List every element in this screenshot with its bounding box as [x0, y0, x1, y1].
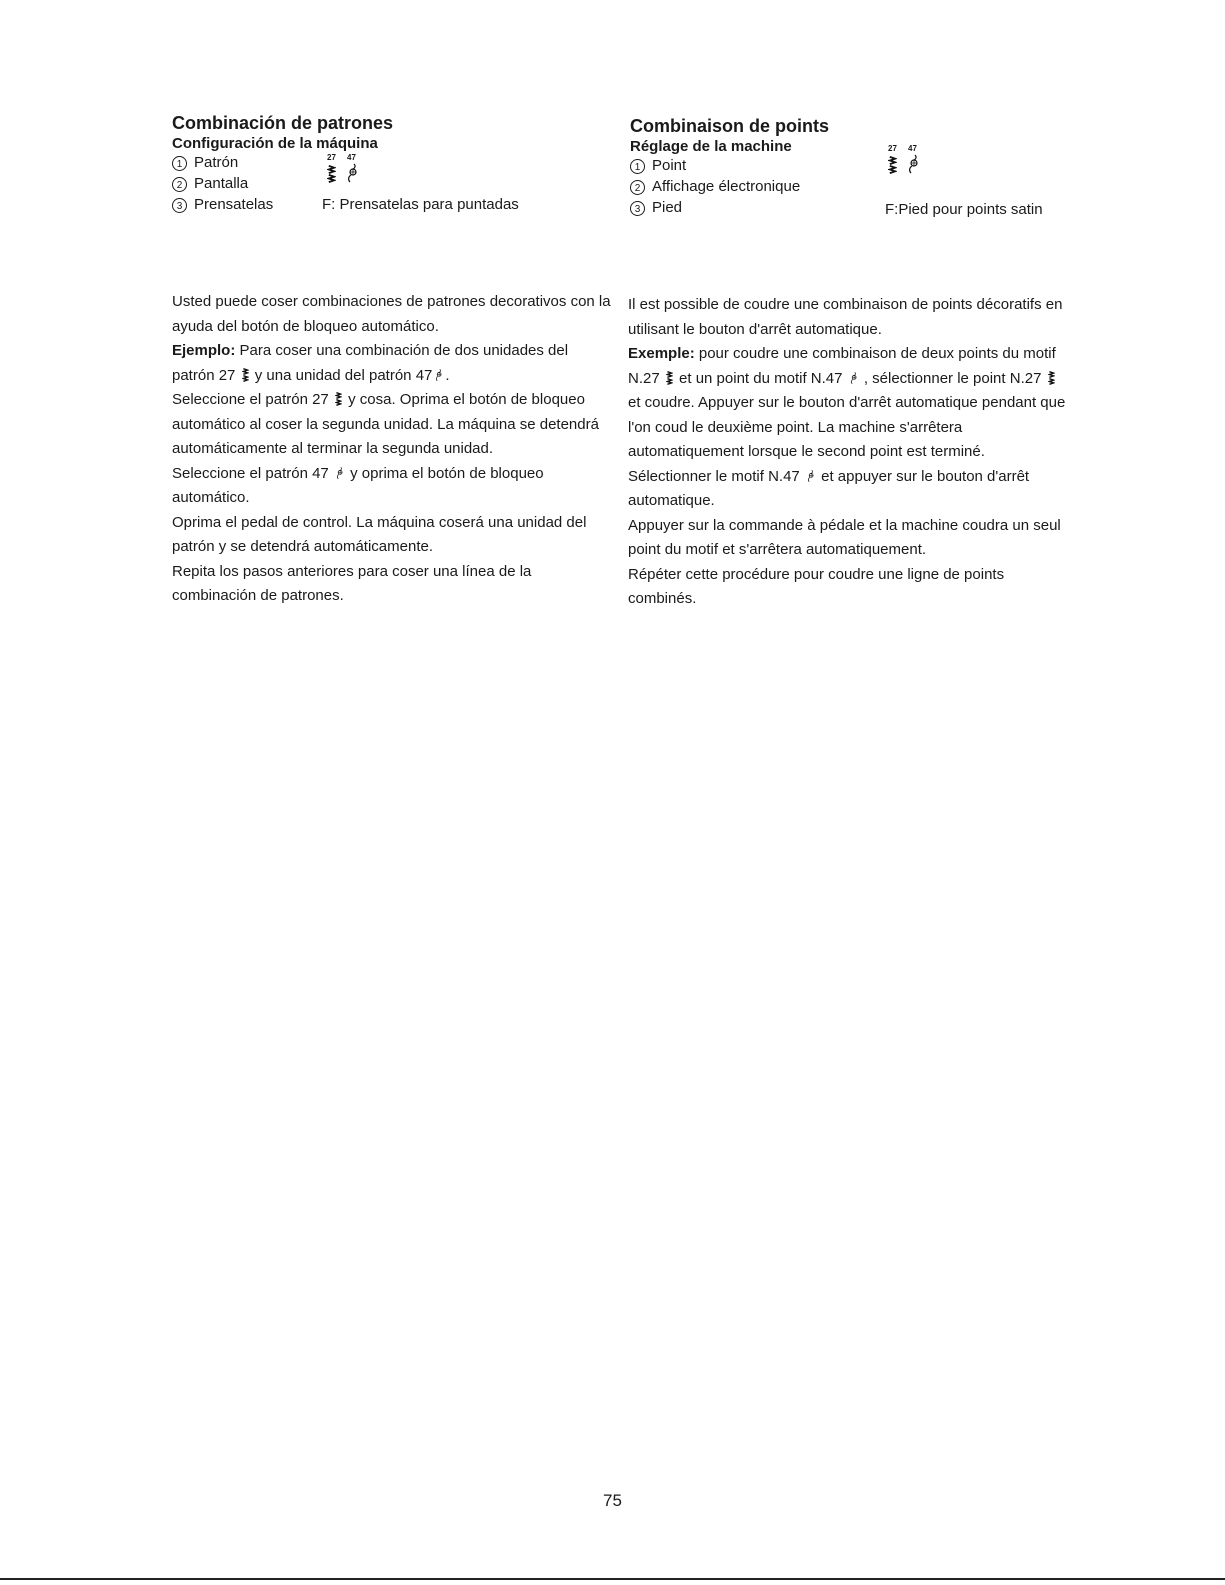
spanish-example-text-3: . [445, 366, 450, 384]
spanish-step1-text-2: y cosa. Oprima el botón de bloqueo automático al coser la segunda unidad. La máquina se detendrá automáticamente al terminar la segunda unidad. [172, 391, 599, 457]
french-body [628, 293, 1068, 612]
bottom-border-line [0, 1578, 1225, 1580]
circled-number-1: 1 [630, 159, 645, 174]
circled-number-2: 2 [172, 177, 187, 192]
french-example-text-3: , sélectionner le point N.27 [863, 369, 1042, 387]
setting-row-pattern [172, 153, 238, 173]
french-example-text: pour coudre une combinaison de deux points du motif N.27 [628, 345, 1056, 387]
french-column [630, 115, 1070, 224]
circled-number-3: 3 [630, 201, 645, 216]
spanish-foot-value: F: Prensatelas para puntadas [322, 196, 519, 213]
french-paragraph-step4: Répéter cette procédure pour coudre une ligne de points combinés. [628, 565, 1005, 607]
french-step2-text: Sélectionner le motif N.47 [628, 467, 800, 485]
spanish-step2-text: Seleccione el patrón 47 [172, 464, 329, 482]
french-example-text-2: et un point du motif N.47 [679, 369, 843, 387]
setting-label-display: Pantalla [194, 175, 249, 192]
spanish-paragraph-intro: Usted puede coser combinaciones de patrones decorativos con la ayuda del botón de bloqueo automático. [172, 293, 611, 335]
spanish-paragraph-step2 [172, 462, 612, 511]
setting-row-point [630, 156, 686, 176]
spanish-paragraph-step1 [172, 388, 612, 462]
flower-stitch-icon [345, 162, 359, 184]
spanish-body [172, 290, 612, 609]
french-subtitle: Réglage de la machine [630, 138, 792, 155]
satin-stitch-icon [888, 154, 897, 176]
flower-stitch-icon [806, 469, 815, 483]
french-paragraph-intro: Il est possible de coudre une combinaison de points décoratifs en utilisant le bouton d'arrêt automatique. [628, 296, 1063, 338]
spanish-example-text-2: y una unidad del patrón 47 [254, 366, 433, 384]
satin-stitch-icon [327, 163, 336, 185]
spanish-settings [172, 153, 612, 221]
setting-row-display [172, 174, 248, 194]
spanish-paragraph-example [172, 339, 612, 388]
spanish-step1-text: Seleccione el patrón 27 [172, 391, 329, 408]
circled-number-1: 1 [172, 156, 187, 171]
french-paragraph-example [628, 342, 1068, 465]
setting-label-foot: Prensatelas [194, 196, 274, 213]
setting-label-display: Affichage électronique [652, 178, 801, 195]
pattern-number-27: 27 [327, 153, 336, 162]
french-step2-text-2: et appuyer sur le bouton d'arrêt automatique. [628, 467, 1030, 509]
satin-stitch-icon [335, 392, 342, 406]
flower-stitch-icon [434, 368, 443, 382]
setting-row-foot [630, 198, 682, 218]
french-paragraph-step3: Appuyer sur la commande à pédale et la machine coudra un seul point du motif et s'arrêtera automatiquement. [628, 516, 1061, 558]
french-paragraph-step2 [628, 465, 1068, 514]
setting-label-foot: Pied [652, 199, 683, 216]
spanish-column [172, 112, 612, 221]
stitch-pattern-icons [325, 153, 365, 191]
circled-number-3: 3 [172, 198, 187, 213]
satin-stitch-icon [242, 368, 249, 382]
pattern-number-27: 27 [888, 144, 897, 153]
spanish-example-label: Ejemplo: [172, 342, 236, 359]
pattern-number-47: 47 [347, 153, 356, 162]
french-foot-value: F:Pied pour points satin [885, 201, 1043, 218]
setting-label-point: Point [652, 157, 687, 174]
satin-stitch-icon [1048, 371, 1055, 385]
flower-stitch-icon [849, 371, 858, 385]
circled-number-2: 2 [630, 180, 645, 195]
french-example-label: Exemple: [628, 345, 695, 362]
spanish-title: Combinación de patrones [172, 113, 394, 133]
spanish-step2-text-2: y oprima el botón de bloqueo automático. [172, 464, 544, 506]
french-example-text-4: et coudre. Appuyer sur le bouton d'arrêt automatique pendant que l'on coud le deuxième point. La machine s'arrêtera automatiquement lorsque le second point est terminé. [628, 394, 1066, 460]
stitch-pattern-icons [886, 144, 926, 182]
satin-stitch-icon [666, 371, 673, 385]
page-number: 75 [603, 1491, 622, 1510]
setting-label-pattern: Patrón [194, 154, 239, 171]
spanish-example-text: Para coser una combinación de dos unidades del patrón 27 [172, 342, 569, 384]
setting-row-display [630, 177, 800, 197]
spanish-paragraph-step4: Repita los pasos anteriores para coser una línea de la combinación de patrones. [172, 562, 532, 604]
pattern-number-47: 47 [908, 144, 917, 153]
spanish-subtitle: Configuración de la máquina [172, 135, 378, 152]
flower-stitch-icon [906, 153, 920, 175]
french-title: Combinaison de points [630, 116, 830, 136]
setting-row-foot [172, 195, 273, 215]
flower-stitch-icon [335, 466, 344, 480]
spanish-paragraph-step3: Oprima el pedal de control. La máquina coserá una unidad del patrón y se detendrá automáticamente. [172, 513, 587, 555]
